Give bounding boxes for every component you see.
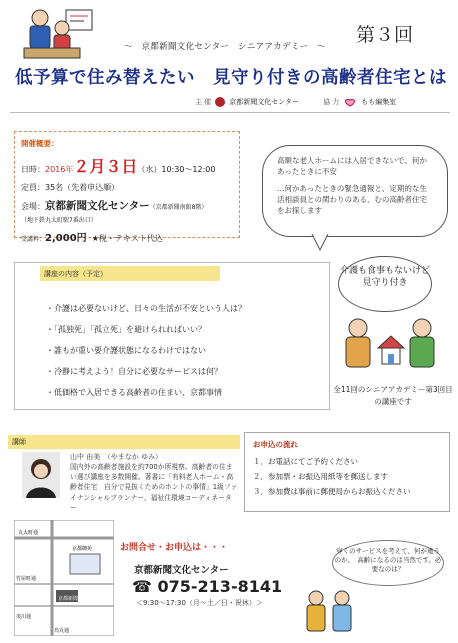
divider <box>10 112 450 113</box>
concern-text-2: …何かあったときの緊急通報と、定期的な生活相談員との関わりのある、むの高齢者住宅をお探します <box>277 183 427 215</box>
map-label: 夷川通 <box>16 614 32 620</box>
newspaper-logo-icon <box>215 97 225 107</box>
phone-icon: ☎ <box>132 577 158 596</box>
capacity-label: 定員： <box>21 183 45 192</box>
cooperation-name: もも編集室 <box>361 98 397 106</box>
flow-step: １．お電話にてご予約ください <box>253 457 358 466</box>
map-label: 竹屋町通 <box>16 576 37 582</box>
speaker-name: 山中 由美 （やまなか ゆみ） <box>70 453 162 461</box>
access-note: （地下鉄丸太町駅7番出口） <box>21 217 97 224</box>
fee-label: 受講料： <box>21 236 46 243</box>
list-item: ・低価格で入居できる高齢者の住まい、京都事情 <box>46 388 222 397</box>
concern-text-1: 高額な老人ホームには入居できないで、何かあったときに不安 <box>277 156 427 176</box>
fee-note: ★税・テキスト代込 <box>91 234 163 243</box>
elderly-couple-illustration <box>300 586 360 640</box>
cooperation-label: 協 力 <box>322 98 340 106</box>
map-label: 烏丸通 <box>54 628 70 634</box>
date-row <box>21 154 233 177</box>
flow-step: ３．参加費は事前に郵便局からお振込ください <box>253 487 411 496</box>
event-details <box>14 131 240 244</box>
phone-number[interactable] <box>132 577 282 596</box>
series-line: ～ 京都新聞文化センター シニアアカデミー ～ <box>124 42 326 52</box>
elderly-couple-house-illustration <box>336 312 446 382</box>
map-label: 丸太町通 <box>18 530 39 536</box>
flow-step: ２．参加票・お振込用紙等を郵送します <box>253 472 388 481</box>
list-item: ・冷静に考えよう！自分に必要なサービスは何？ <box>46 367 222 376</box>
date-time: （水）10:30～12:00 <box>137 165 216 174</box>
application-flow <box>244 432 450 512</box>
contact-heading: お問合せ・お申込は・・・ <box>120 543 229 553</box>
organizer-name: 京都新聞文化センター <box>229 98 299 106</box>
speaker-tag: 講師 <box>8 435 240 449</box>
capacity-value: 35名（先着申込順） <box>45 183 120 192</box>
list-item: ・誰もが重い要介護状態になるわけではない <box>46 346 206 355</box>
date-label: 日時： <box>21 165 45 174</box>
venue-label: 会場： <box>21 202 45 211</box>
organizer-row <box>195 97 455 107</box>
map-label: 京都御苑 <box>72 546 93 552</box>
details-heading: 開催概要： <box>21 139 59 148</box>
page-title: 低予算で住み替えたい 見守り付きの高齢者住宅とは <box>15 68 447 88</box>
bubble-tail <box>310 234 332 252</box>
speaker-photo <box>22 452 60 498</box>
map-label: 京都新聞社 <box>58 596 84 602</box>
list-item: ・「孤独死」「孤立死」を避けられればいい？ <box>46 325 206 334</box>
momo-logo-icon <box>343 97 357 107</box>
lecture-list <box>46 303 326 408</box>
venue-name: 京都新聞文化センター <box>45 200 150 212</box>
speaker-bio: 国内外の高齢者施設を約700か所視察。高齢者の住まい選び講座を多数開催。著書に「有料老人ホーム・高齢者住宅 自分で見抜くためのホントの事情」1級ファイナンシャルプランナー、福祉住環境コーディネーター <box>70 463 238 512</box>
date-year: 2016年 <box>45 165 74 174</box>
organizer-label: 主 催 <box>195 98 212 106</box>
business-hours: ＜9:30～17:30（月～土／日・祝休）＞ <box>136 599 263 607</box>
seminar-illustration <box>14 4 102 60</box>
session-note: 全11回のシニアアカデミー第3回目の講座です <box>333 385 453 406</box>
phone-text: 075-213-8141 <box>157 577 283 596</box>
list-item: ・介護は必要ないけど、日々の生活が不安という人は？ <box>46 304 246 313</box>
flow-heading: お申込の流れ <box>253 440 298 449</box>
venue-note: （京都新聞南館8階） <box>149 204 208 211</box>
concern-bubble <box>262 145 448 237</box>
thought-cloud: 穿くのサービスを考えて、何が違うのか。 高齢になるのは当然です。必要なのは？ <box>332 540 444 586</box>
fee-value: 2,000円 <box>45 233 87 244</box>
venue-row <box>21 198 233 213</box>
contact-org: 京都新聞文化センター <box>134 565 229 576</box>
issue-number: 第３回 <box>356 24 414 46</box>
lecture-heading: 講座の内容（予定） <box>40 266 220 281</box>
caption-bubble: 介護も食事もないけど見守り付き <box>338 256 432 312</box>
access-map <box>14 520 114 636</box>
fee-row <box>21 229 233 244</box>
capacity-row <box>21 182 233 193</box>
date-main: ２月３日 <box>73 157 138 176</box>
